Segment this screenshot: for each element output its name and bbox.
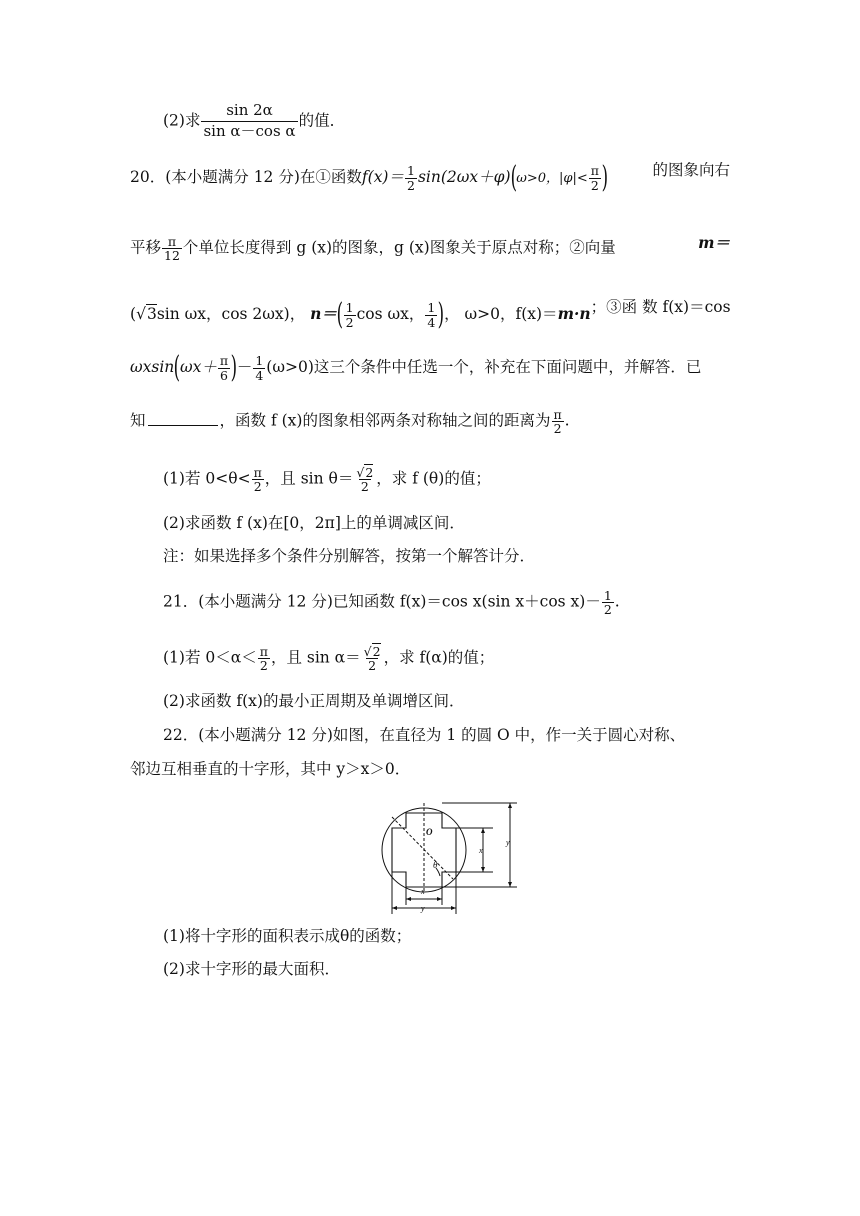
q21-part1 <box>163 645 494 672</box>
sqrt: 2 <box>372 644 381 659</box>
fraction-pi-2 <box>252 466 264 493</box>
numerator: π <box>167 234 177 249</box>
label-y-right: y <box>506 838 510 847</box>
label-theta: θ <box>433 860 438 870</box>
numerator: 1 <box>406 163 415 179</box>
denominator: 2 <box>259 658 268 674</box>
sqrt: 3 <box>146 305 157 323</box>
q20-line2-left <box>130 235 616 262</box>
text: ，求 f (θ)的值； <box>376 469 491 488</box>
q20-note: 注：如果选择多个条件分别解答，按第一个解答计分． <box>163 547 536 565</box>
denominator: 4 <box>427 314 436 330</box>
vector-mn: m·n <box>557 304 591 323</box>
fraction-pi-2 <box>258 645 270 672</box>
paren: ) <box>437 297 445 332</box>
diagonal-line <box>392 817 453 879</box>
text: (ω>0)这三个条件中任选一个，补充在下面问题中，并解答．已 <box>266 358 702 376</box>
denominator: sin α－cos α <box>203 121 296 140</box>
paren: ) <box>230 350 238 385</box>
text: (1)若 0＜α＜ <box>163 648 257 667</box>
denominator: 2 <box>553 421 562 437</box>
label-x-right: x <box>479 846 483 855</box>
text: 21．(本小题满分 12 分)已知函数 f(x)＝cos x(sin x＋cos x)－ <box>163 592 601 611</box>
q22-stem-line1: 22．(本小题满分 12 分)如图，在直径为 1 的圆 O 中，作一关于圆心对称、 <box>163 726 686 744</box>
q21-part2: (2)求函数 f(x)的最小正周期及单调增区间． <box>163 692 465 710</box>
q20-line1-left <box>130 160 609 195</box>
text: ωx＋ <box>180 358 217 376</box>
numerator: 1 <box>603 588 612 603</box>
denominator: 2 <box>368 658 377 674</box>
numerator: sin 2α <box>226 101 273 119</box>
denominator: 2 <box>253 479 262 495</box>
text: ， ω>0，f(x)＝ <box>444 305 558 323</box>
fraction-half <box>344 301 356 328</box>
numerator: π <box>259 644 268 659</box>
denominator: 6 <box>220 367 228 383</box>
q20-stem-line1 <box>130 160 730 195</box>
sqrt: 2 <box>365 465 374 480</box>
q22-part1: (1)将十字形的面积表示成θ的函数； <box>163 927 412 945</box>
text: 个单位长度得到 g (x)的图象，g (x)图象关于原点对称；②向量 <box>182 238 616 257</box>
text: ( <box>130 305 137 323</box>
fraction-pi-6 <box>218 354 230 381</box>
denominator: 2 <box>360 479 369 495</box>
text: 20．(本小题满分 12 分)在①函数 <box>130 168 362 186</box>
q20-line4-left <box>130 350 702 385</box>
text: 知 <box>130 411 146 430</box>
numerator: 1 <box>427 300 436 316</box>
text: 的值． <box>298 111 346 130</box>
numerator: 1 <box>255 353 264 369</box>
text: sin(2ωx＋φ) <box>417 168 511 186</box>
numerator: √2 <box>356 465 374 480</box>
q20-stem-line5 <box>130 408 570 435</box>
fraction-quarter <box>425 301 437 328</box>
numerator: π <box>253 465 262 480</box>
fraction-pi-2 <box>551 408 563 435</box>
paren: ( <box>510 160 517 195</box>
fraction-sqrt2-2 <box>362 645 383 672</box>
paren: ( <box>336 297 344 332</box>
text: . <box>614 592 620 611</box>
fraction-pi-2 <box>589 164 601 191</box>
label-y-bottom: y <box>421 904 425 913</box>
text: 平移 <box>130 238 162 257</box>
fraction-half <box>602 589 614 616</box>
q20-part1 <box>163 466 491 493</box>
text: － <box>236 358 253 376</box>
numerator: π <box>553 407 562 422</box>
numerator: π <box>219 353 229 369</box>
denominator: 2 <box>406 177 415 193</box>
numerator: π <box>590 163 599 179</box>
fraction-half <box>405 164 417 191</box>
text: ω>0，|φ|< <box>516 171 588 186</box>
vector-m: m＝ <box>698 233 730 252</box>
q21-stem <box>163 589 620 616</box>
text: ；③函 数 f(x)＝cos <box>590 298 731 316</box>
denominator: 2 <box>590 177 599 193</box>
paren: ) <box>601 160 609 195</box>
text: ωxsin <box>130 358 175 376</box>
q20-stem-line2 <box>130 235 730 262</box>
text: (1)若 0<θ< <box>163 469 251 488</box>
text: (2)求 <box>163 111 201 130</box>
text: cos ωx， <box>356 305 425 323</box>
text: . <box>564 411 570 430</box>
text: 的图象向右 <box>652 161 730 179</box>
text: ，且 sin θ＝ <box>264 469 354 488</box>
label-x-bottom: x <box>421 887 425 896</box>
fraction <box>201 103 297 140</box>
numerator: √2 <box>363 644 381 659</box>
numerator: 1 <box>345 300 354 316</box>
cross-in-circle-figure <box>375 797 525 915</box>
label-O: O <box>426 827 433 837</box>
paren: ( <box>173 350 181 385</box>
denominator: 12 <box>164 248 180 264</box>
fill-blank <box>148 425 218 426</box>
q19-part2 <box>163 103 345 140</box>
q22-part2: (2)求十字形的最大面积． <box>163 960 340 978</box>
vector-n: n＝ <box>310 304 337 323</box>
text: ，求 f(α)的值； <box>383 648 495 667</box>
q20-line3-left: (√3sin ωx，cos 2ωx)， n＝( $\frac{1}{2}$ cos ωx， $\frac{1}{4}$ )， ω>0，f(x)＝m·n <box>130 297 591 332</box>
q20-stem-line4 <box>130 350 730 385</box>
text: ，且 sin α＝ <box>270 648 361 667</box>
q22-stem-line2: 邻边互相垂直的十字形，其中 y＞x＞0． <box>130 760 411 778</box>
fraction-sqrt2-2 <box>354 466 375 493</box>
fraction-pi-12 <box>162 235 182 262</box>
fraction-quarter <box>253 354 265 381</box>
denominator: 2 <box>345 314 354 330</box>
text: f(x)＝ <box>361 168 404 186</box>
denominator: 4 <box>255 367 264 383</box>
q20-stem-line3 <box>130 297 731 332</box>
denominator: 2 <box>603 602 612 618</box>
q20-part2: (2)求函数 f (x)在[0，2π]上的单调减区间． <box>163 514 465 532</box>
text: ，函数 f (x)的图象相邻两条对称轴之间的距离为 <box>219 411 551 430</box>
text: sin ωx，cos 2ωx)， <box>156 305 306 323</box>
